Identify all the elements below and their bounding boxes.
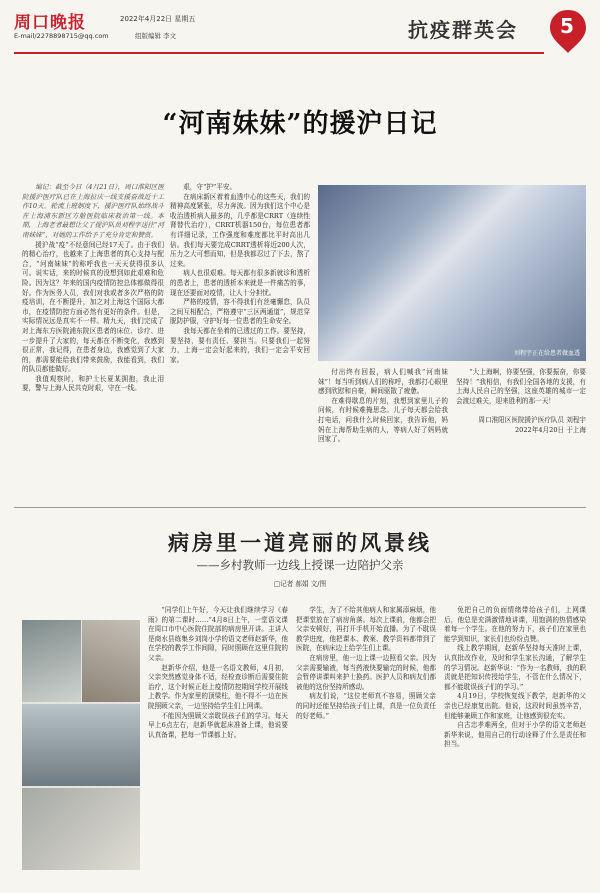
- author-signature: 周口淮阳区医院援沪医疗队员 刘程宇: [478, 416, 586, 425]
- header-rule: [14, 52, 544, 54]
- paragraph: 付出终有回报，病人们喊我“河南妹妹”！每当听到病人们的称呼，我都打心眼里感到欣慰和自豪，瞬间驱散了疲惫。: [318, 368, 448, 396]
- signature-date: 2022年4月20日 于上海: [514, 425, 586, 434]
- paragraph: 在病房里，他一边上课一边照看父亲。因为父亲需要输液，每当药液快要输完的时候，他都会暂停讲课叫来护士换药。医护人员和病友们都被他的这份坚持所感动。: [296, 653, 436, 691]
- issue-date: 2022年4月22日 星期五: [120, 15, 196, 23]
- story2-column-2: [296, 606, 436, 721]
- paragraph: “同学们上午好，今天让我们继续学习《春雨》的第二课时……”4月8日上午，一堂语文课在周口市中心医院住院部的病房里开讲。主讲人是商水县练集乡刘岗小学的语文老师赵新华，他在学校的教学工作间隙，同时照顾在这里住院的父亲。: [148, 606, 288, 662]
- page-number: 5: [560, 14, 574, 38]
- photo-caption: 刘程宇正在给患者做血透: [513, 350, 580, 357]
- story-divider: [14, 507, 586, 508]
- story2-photo-collage: [22, 620, 140, 870]
- story1-headline: “河南妹妹”的援沪日记: [162, 109, 438, 139]
- photo: [22, 704, 140, 786]
- paragraph: 病人也很艰难。每天都有很多新就诊和透析的患者上，患者的透析本来就是一件痛苦的事，现在还要面对疫情，让人十分担忧。: [170, 269, 310, 297]
- paragraph: 在病床新区着着血透中心的这些天，我们的精神高度紧张，尽力奔波。因为我们这个中心是收治透析病人最多的，几乎都是CRRT（连续性肾替代治疗），CRRT机器150台，每位患者都有详细记录，工作强度和难度都比平时高出几倍。我们每天要完成CRRT透析将近200人次，压力之大可想而知，但是我都忍过了下去，熬了过来。: [170, 192, 310, 268]
- email-address: E-mail/2278898715@qq.com: [14, 32, 109, 40]
- paragraph: 赵新华介绍，他是一名语文教师，4月初，父亲突然感觉身体不适，经检查诊断后需要住院治疗，这个时候正赶上疫情防控期间学校开展线上教学。作为家里的顶梁柱，他不得不一边在医院照顾父亲，一边坚持给学生们上网课。: [148, 663, 288, 710]
- paragraph: 援沪战“疫”不经意间已经17天了。由于我们的精心治疗，也越来了上海患者的真心支持与配合，“河南妹妹”的称呼我也一天天获得很多认可。说实话，来的时候真的没想到如此艰难和危险。因为这？年来的国内疫情防控总体都做得很好。作为医务人员，我们对我或者多次严格的防疫培训，在不断提升，加之对上海这个国际大都市，在疫情防控方面必然有更好的条件。但是，实际情况远是真实不一样。精九天，我们完成了对上海东方医院浦东院区患者的床位、诊疗、进一步提升了大家的，每天都在不断变化，我感到很正常，我记得，在患者身边，我感觉到了大家的，都需要能给我们带来鼓励，我能看到，我们的队员都能做好。: [22, 240, 164, 374]
- paragraph: 线上教学期间，赵新华坚持每天准时上课，认真批改作业，及时和学生家长沟通，了解学生的学习情况。赵新华说：“作为一名教师，我的职责就是把知识传授给学生，不管在什么情况下，都不能耽误孩子们的学习。”: [444, 644, 586, 691]
- story1-column-4: [456, 368, 586, 436]
- photo: [22, 620, 81, 702]
- paragraph: 不能因为照顾父亲耽误孩子们的学习。每天早上6点左右，赵新华就起床准备上课，他说要认真备课，把每一节课都上好。: [148, 711, 288, 739]
- section-title: 抗疫群英会: [408, 18, 518, 42]
- paragraph: “大上海啊，你要坚强，你要振奋，你要坚持！”我相信，有我们全国各地的支援，有上海人民自己的坚强，这座英雄的城市一定会渡过难关，迎来胜利的那一天！: [456, 368, 586, 405]
- paragraph: 我值观察时，和护士长夏某拥抱，我止泪要，警与上海人民共克时艰，守在一线。: [22, 374, 164, 393]
- paragraph: 我每天都在坐着的已透过的工作。要坚持，要坚持，要有责任、要担当。只要我们一起努力，上海一定会好起来的，我们一定会平安回家。: [170, 326, 310, 364]
- masthead: [0, 0, 600, 62]
- paragraph: 艰，守“护”平安。: [183, 183, 237, 191]
- story1-column-3: [318, 368, 448, 445]
- story1-column-2: [170, 183, 310, 365]
- story1-column-1: [22, 183, 164, 394]
- layout-editor: 组版编辑 李文: [135, 32, 177, 40]
- paragraph: 学生，为了不给其他病人和家属添麻烦，他把课堂放在了病房角落。每次上课前，他都会把父亲安顿好，再打开手机开始直播。为了不耽误教学进度，他把课本、教案、教学资料都带到了医院，在病床边上给学生们上课。: [296, 606, 436, 653]
- story2-headline: 病房里一道亮丽的风景线: [168, 530, 432, 555]
- paragraph: 4月19日，学校恢复线下教学，赵新华的父亲也已经康复出院。他说，这段时间虽然辛苦，但能够兼顾工作和家庭，让他感到很充实。: [444, 692, 586, 720]
- story2-byline: □记者 郝娟 文/图: [273, 580, 327, 588]
- paragraph: 严格的疫情，容不得我们有丝毫懈怠，队员之间互相配合，严格遵守“三区两通道”，规范穿脱防护服，守护好每一位患者的生命安全。: [170, 298, 310, 326]
- paragraph: 病友们说，“这位老师真不容易，照顾父亲的同时还能坚持给孩子们上课，真是一位负责任的好老师。”: [296, 692, 436, 720]
- story2-subheadline: ——乡村教师一边线上授课一边陪护父亲: [196, 558, 404, 572]
- photo: [82, 620, 140, 702]
- story2-column-1: [148, 606, 288, 740]
- paragraph: 自古忠孝难两全，但对于小学的语文老师赵新华来说，他用自己的行动诠释了什么是责任和担当。: [444, 721, 586, 749]
- editor-note: 编记：截至今日（4月21日），周口淮阳区医院援沪医疗队已在上海拉庆一线支援奋战近十工作10天。轮流上班制度下，援沪医疗队始终战斗在上海浦东新区方舱医院临床救治第一线。本期，上海老者最想让父了提沪队员刘程宇送往“河南妹妹”，对她的工作给予了充分肯定和赞赏。: [22, 183, 164, 239]
- newspaper-logo: 周口晚报: [14, 13, 86, 33]
- story2-column-3: [444, 606, 586, 750]
- paragraph: 在难得歇息的片刻，我想到家里儿子的问候，有时候难掩思念。儿子每天都会给我打电话，问我什么时候回家，我告诉他，妈妈在上海帮助生病的人，等病人好了妈妈就回家了。: [318, 396, 448, 444]
- story1-photo: [318, 185, 586, 361]
- paragraph: 免把自己的负面情绪带给孩子们，上网课后，他总是充满激情地讲课，用饱满的热情感染着每一个学生。在他的努力下，孩子们在家里也能学到知识，家长们也纷纷点赞。: [444, 606, 586, 643]
- photo: [22, 788, 140, 870]
